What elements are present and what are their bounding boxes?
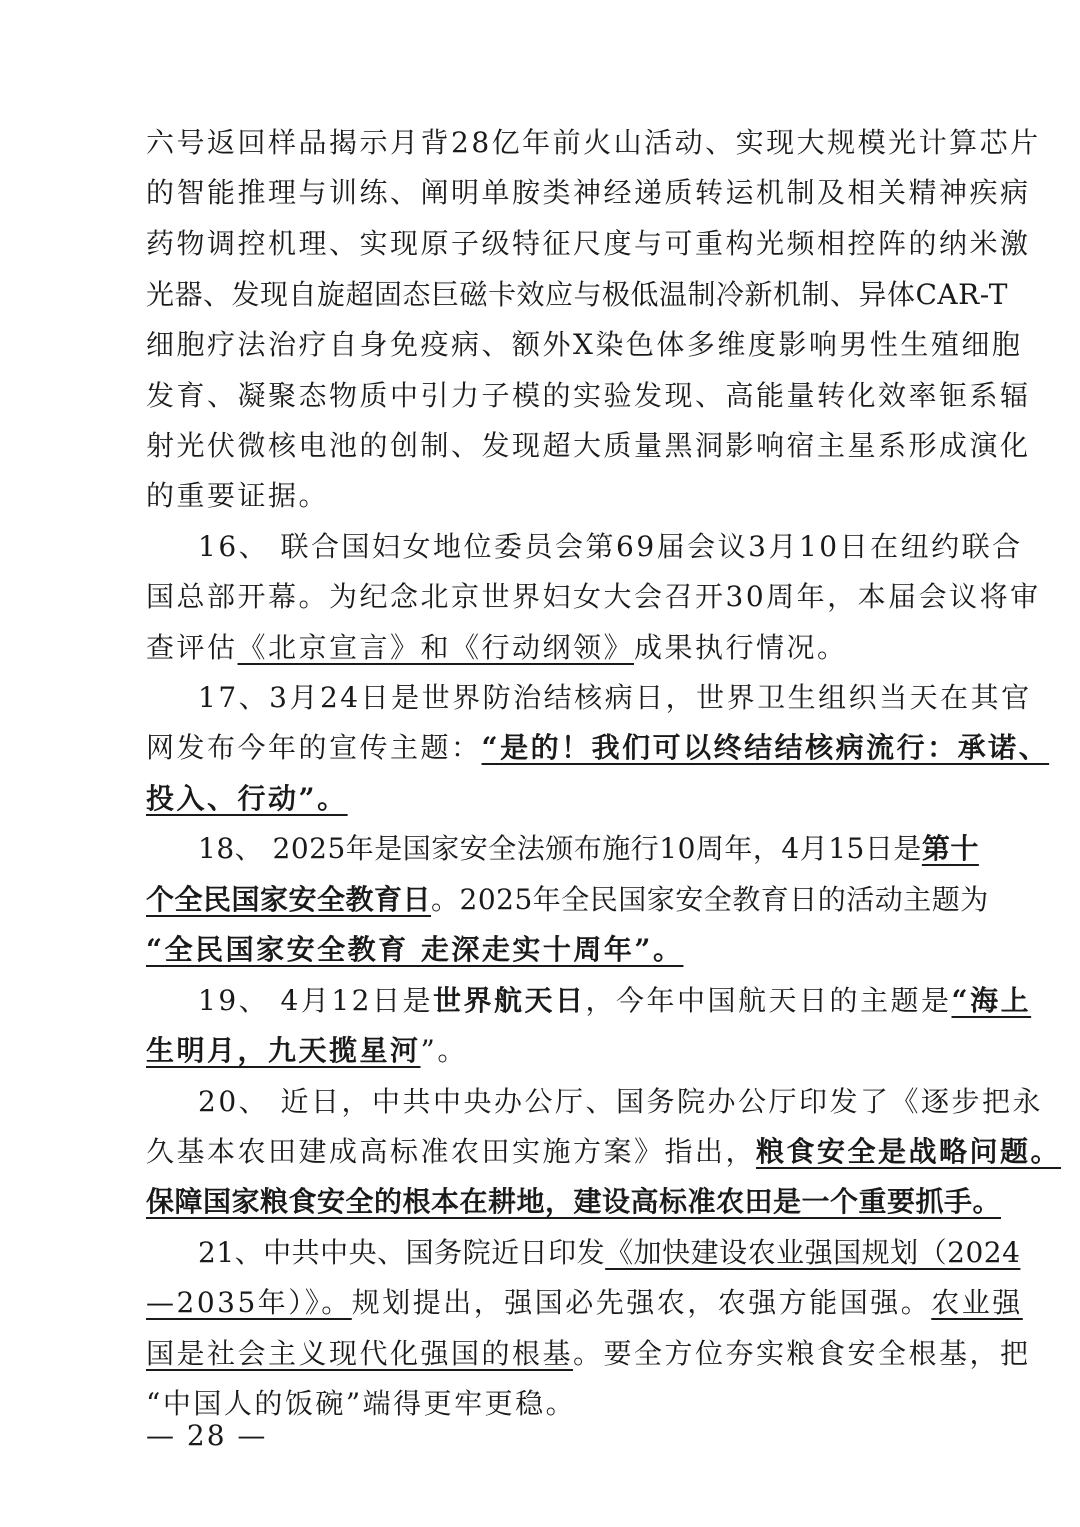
paragraph-19-line: 19、 4月12日是世界航天日，今年中国航天日的主题是“海上 [198,984,1032,1017]
text-line: 射光伏微核电池的创制、发现超大质量黑洞影响宿主星系形成演化 [146,429,1031,462]
text-line: 药物调控机理、实现原子级特征尺度与可重构光频相控阵的纳米激 [146,227,1031,260]
paragraph-21-line: 21、中共中央、国务院近日印发《加快建设农业强国规划（2024 [198,1236,1021,1269]
page-number: — 28 — [146,1419,268,1452]
underlined-text: 国是社会主义现代化强国的根基 [146,1337,574,1370]
text-line [146,1184,1002,1224]
paragraph-17-line: 17、3月24日是世界防治结核病日，世界卫生组织当天在其官 [198,681,1032,714]
underlined-bold-text: 生明月，九天揽星河 [146,1034,421,1067]
text-line: 生明月，九天揽星河”。 [146,1034,468,1067]
paragraph-16-line: 16、 联合国妇女地位委员会第69届会议3月10日在纽约联合 [198,530,1023,563]
paragraph-20-line: 20、 近日，中共中央办公厅、国务院办公厅印发了《逐步把永 [198,1085,1044,1118]
underlined-text: 《加快建设农业强国规划（2024 [605,1236,1021,1269]
underlined-bold-text: “是的！我们可以终结结核病流行：承诺、 [481,731,1050,764]
text-line: 久基本农田建成高标准农田实施方案》指出，粮食安全是战略问题。 [146,1135,1062,1168]
text-line: —2035年）》。规划提出，强国必先强农，农强方能国强。农业强 [146,1286,1023,1319]
underlined-bold-text: “海上 [951,984,1032,1017]
text-line: 的智能推理与训练、阐明单胺类神经递质转运机制及相关精神疾病 [146,176,1031,209]
text-line: 的重要证据。 [146,479,330,512]
text-line [146,932,946,972]
text-line: 国是社会主义现代化强国的根基。要全方位夯实粮食安全根基，把 [146,1337,1031,1370]
underlined-text: —2035年）》。 [146,1286,352,1319]
underlined-text: 《北京宣言》和《行动纲领》 [237,631,635,664]
underlined-bold-text: 投入、行动”。 [146,782,348,815]
underlined-text: 农业强 [931,1286,1023,1319]
text-line: 查评估《北京宣言》和《行动纲领》成果执行情况。 [146,631,848,664]
text-line: 个全民国家安全教育日。2025年全民国家安全教育日的活动主题为 [146,883,989,916]
bold-text: 世界航天日 [432,984,586,1017]
underlined-bold-text: 保障国家粮食安全的根本在耕地，建设高标准农田是一个重要抓手。 [146,1185,1002,1218]
text-line: 六号返回样品揭示月背28亿年前火山活动、实现大规模光计算芯片 [146,126,1041,159]
text-line: 光器、发现自旋超固态巨磁卡效应与极低温制冷新机制、异体CAR-T [146,278,1008,311]
paragraph-18-line: 18、 2025年是国家安全法颁布施行10周年，4月15日是第十 [198,832,979,865]
text-line: 发育、凝聚态物质中引力子模的实验发现、高能量转化效率钷系辐 [146,379,1031,412]
text-line: 国总部开幕。为纪念北京世界妇女大会召开30周年，本届会议将审 [146,580,1041,613]
text-line: “中国人的饭碗”端得更牢更稳。 [146,1387,577,1420]
underlined-bold-text: 个全民国家安全教育日 [146,883,432,916]
text-line: 网发布今年的宣传主题：“是的！我们可以终结结核病流行：承诺、 [146,731,1050,764]
text-line [146,781,946,821]
underlined-bold-text: “全民国家安全教育 走深走实十周年”。 [146,933,684,966]
underlined-bold-text: 第十 [921,832,979,865]
underlined-bold-text: 粮食安全是战略问题。 [756,1135,1062,1168]
text-line: 细胞疗法治疗自身免疫病、额外X染色体多维度影响男性生殖细胞 [146,328,1023,361]
